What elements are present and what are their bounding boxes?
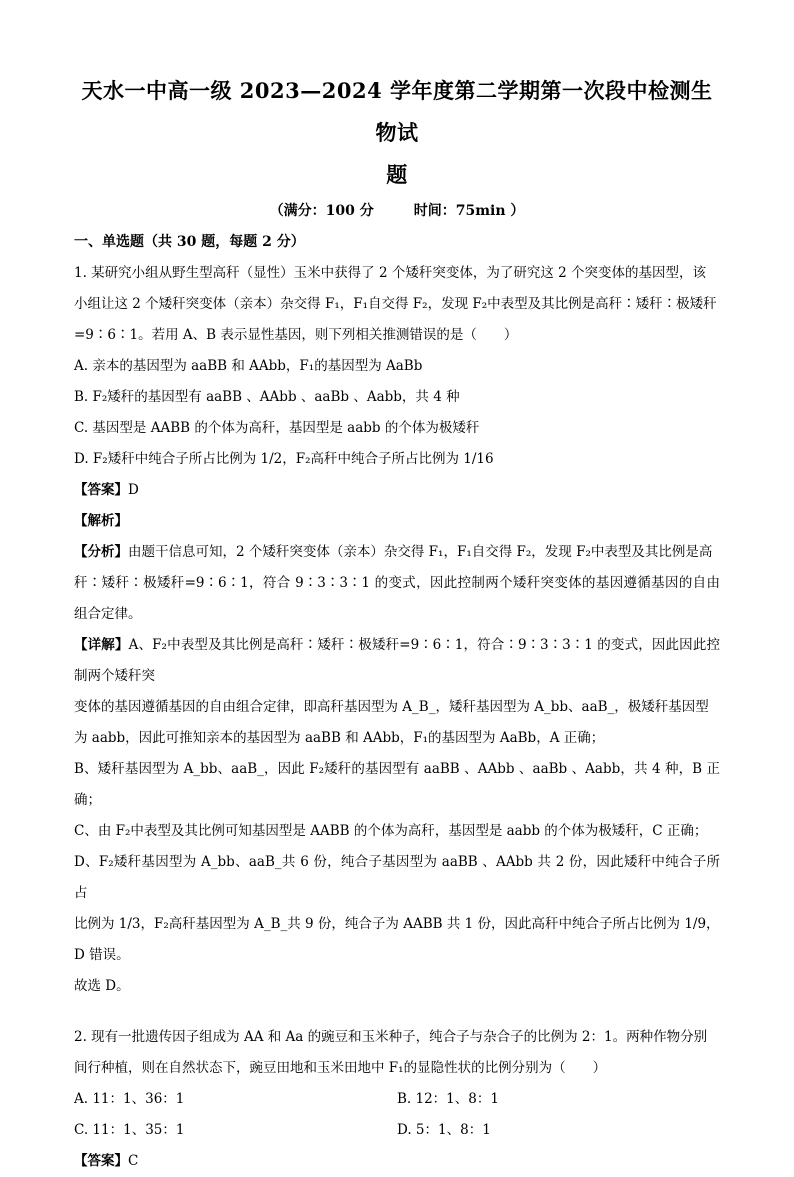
q1-stem-line: =9∶6∶1。若用 A、B 表示显性基因，则下列相关推测错误的是（ ）	[74, 327, 518, 343]
q1-detail-line: D 错误。	[74, 947, 130, 963]
answer-tag: 【答案】	[74, 1153, 128, 1169]
q2-answer	[74, 1146, 720, 1177]
exam-time: 时间：75min ）	[413, 203, 525, 219]
analysis-tag: 【解析】	[74, 513, 128, 529]
full-score: （满分：100 分	[269, 203, 374, 219]
question-1	[74, 258, 720, 1002]
question-2	[74, 1022, 720, 1177]
detail-text: A、F₂中表型及其比例是高秆∶矮秆∶极矮秆=9∶6∶1，符合∶9∶3∶3∶1 的变式，因此因此控制两个矮秆突	[74, 637, 720, 684]
exam-title	[74, 0, 720, 196]
q1-option-a: A. 亲本的基因型为 aaBB 和 AAbb，F₁的基因型为 AaBb	[74, 358, 423, 374]
q1-detail-line: D、F₂矮秆基因型为 A_bb、aaB_共 6 份，纯合子基因型为 aaBB 、AAbb 共 2 份，因此矮秆中纯合子所占	[74, 854, 720, 901]
q1-detail-line: 比例为 1/3，F₂高秆基因型为 A_B_共 9 份，纯合子为 AABB 共 1 份，因此高秆中纯合子所占比例为 1/9，	[74, 916, 720, 932]
q1-stem-line: 1. 某研究小组从野生型高秆（显性）玉米中获得了 2 个矮秆突变体，为了研究这 2 个突变体的基因型，该	[74, 265, 707, 281]
title-line-2: 题	[386, 162, 408, 187]
spacer	[74, 1002, 720, 1022]
xiangjie-tag: 【详解】	[74, 637, 129, 653]
q1-answer	[74, 475, 720, 506]
title-line-1: 天水一中高一级 2023—2024 学年度第二学期第一次段中检测生物试	[81, 78, 713, 145]
q1-fenxi-line: 秆∶矮秆∶极矮秆=9∶6∶1，符合 9∶3∶3∶1 的变式，因此控制两个矮秆突变体的基因遵循基因的自由组合定律。	[74, 575, 720, 622]
q1-detail-line: 为 aabb，因此可推知亲本的基因型为 aaBB 和 AAbb，F₁的基因型为 AaBb，A 正确；	[74, 730, 605, 746]
section-heading: 一、单选题（共 30 题，每题 2 分）	[74, 234, 305, 250]
q2-stem-line: 2. 现有一批遗传因子组成为 AA 和 Aa 的豌豆和玉米种子，纯合子与杂合子的比例为 2：1。两种作物分别	[74, 1029, 708, 1045]
q1-conclusion: 故选 D。	[74, 978, 130, 994]
q2-options-row	[74, 1115, 720, 1146]
q1-detail-line: C、由 F₂中表型及其比例可知基因型是 AABB 的个体为高秆，基因型是 aabb 的个体为极矮秆，C 正确；	[74, 823, 708, 839]
q1-option-d: D. F₂矮秆中纯合子所占比例为 1/2，F₂高秆中纯合子所占比例为 1/16	[74, 451, 494, 467]
q2-option-c: C. 11：1、35：1	[74, 1122, 185, 1138]
q1-option-c: C. 基因型是 AABB 的个体为高秆，基因型是 aabb 的个体为极矮秆	[74, 420, 480, 436]
fenxi-tag: 【分析】	[74, 544, 128, 560]
q1-analysis-heading	[74, 506, 720, 537]
answer-value: D	[128, 482, 139, 498]
fenxi-text: 由题干信息可知，2 个矮秆突变体（亲本）杂交得 F₁，F₁自交得 F₂，发现 F₂中表型及其比例是高	[128, 544, 713, 560]
q2-option-d: D. 5：1、8：1	[397, 1122, 491, 1138]
answer-tag: 【答案】	[74, 482, 128, 498]
q2-options-row	[74, 1084, 720, 1115]
exam-info	[74, 200, 720, 220]
q1-detail-line: B、矮秆基因型为 A_bb、aaB_，因此 F₂矮秆的基因型有 aaBB 、AAbb 、aaBb 、Aabb，共 4 种，B 正确；	[74, 761, 720, 808]
q1-fenxi-line	[74, 537, 720, 568]
answer-value: C	[128, 1153, 139, 1169]
q1-stem-line: 小组让这 2 个矮秆突变体（亲本）杂交得 F₁，F₁自交得 F₂，发现 F₂中表型及其比例是高秆∶矮秆∶极矮秆	[74, 296, 717, 312]
q2-option-a: A. 11：1、36：1	[74, 1091, 185, 1107]
q1-detail-line	[74, 630, 720, 692]
q2-stem-line: 间行种植，则在自然状态下，豌豆田地和玉米田地中 F₁的显隐性状的比例分别为（ ）	[74, 1060, 607, 1076]
q1-option-b: B. F₂矮秆的基因型有 aaBB 、AAbb 、aaBb 、Aabb，共 4 种	[74, 389, 460, 405]
q1-detail-line: 变体的基因遵循基因的自由组合定律，即高秆基因型为 A_B_，矮秆基因型为 A_bb、aaB_，极矮秆基因型	[74, 699, 709, 715]
q2-option-b: B. 12：1、8：1	[397, 1091, 499, 1107]
